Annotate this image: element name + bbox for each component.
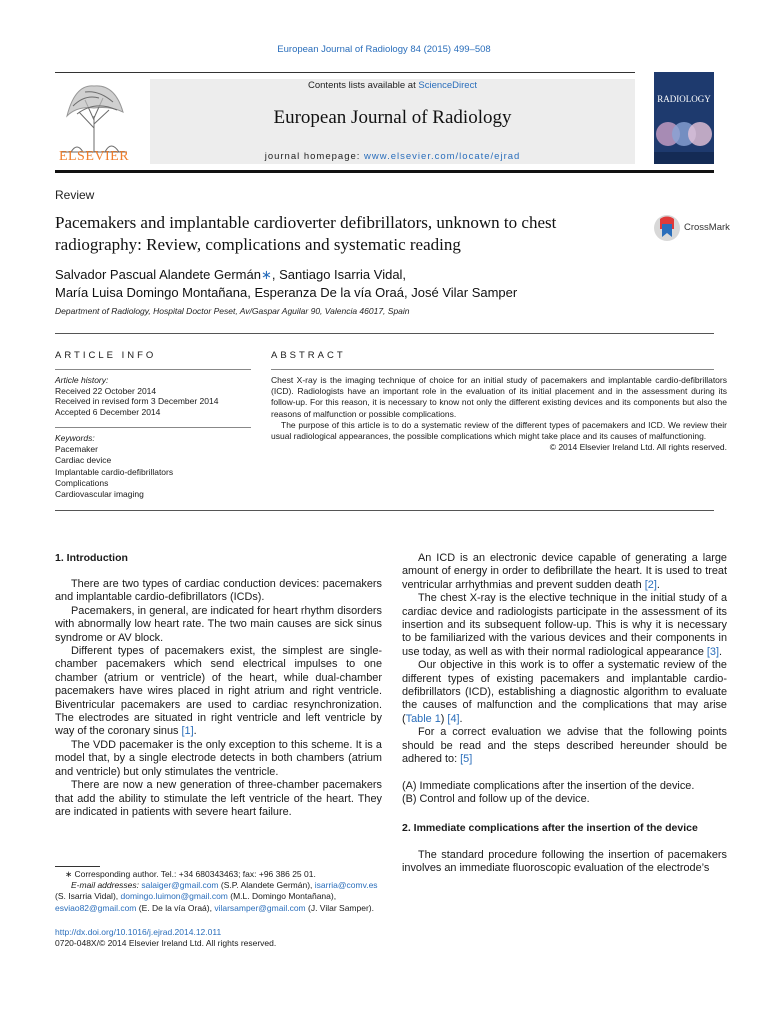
footnote-emails: E-mail addresses: salaiger@gmail.com (S.P. Alandete Germán), isarria@comv.es bbox=[71, 880, 378, 891]
right-paragraph-4: For a correct evaluation we advise that the following points should be read and the steps described hereunder should be adhered to: [5] bbox=[402, 726, 727, 766]
footnote-emails-3: esviao82@gmail.com (E. De la vía Oraá), vilarsamper@gmail.com (J. Vilar Samper). bbox=[55, 902, 374, 913]
header-rule-bottom bbox=[55, 170, 714, 173]
reference-link[interactable]: [2] bbox=[644, 578, 657, 591]
elsevier-logo bbox=[55, 76, 133, 166]
intro-paragraph-2: Pacemakers, in general, are indicated for heart rhythm disorders with abnormally low heart rate. The two main causes are sick sinus syndrome or AV block. bbox=[55, 604, 382, 644]
abstract-copyright: © 2014 Elsevier Ireland Ltd. All rights reserved. bbox=[549, 442, 727, 453]
keyword-item: Implantable cardio-defibrillators bbox=[55, 466, 174, 477]
doi-link[interactable]: http://dx.doi.org/10.1016/j.ejrad.2014.12.011 bbox=[55, 927, 222, 937]
crossmark-label: CrossMark bbox=[684, 222, 730, 233]
authors bbox=[55, 266, 517, 302]
intro-heading: 1. Introduction bbox=[55, 552, 128, 564]
keywords-label: Keywords: bbox=[55, 433, 95, 443]
abstract-paragraph-2: The purpose of this article is to do a systematic review of the different types of pacemakers and ICD. We review their usual radiological appearances, the possible complications which might take place and its causes of malfunctioning. bbox=[271, 419, 727, 442]
info-rule-1 bbox=[55, 369, 251, 370]
table-link[interactable]: Table 1 bbox=[405, 712, 441, 725]
journal-banner bbox=[150, 79, 635, 164]
sciencedirect-link[interactable]: ScienceDirect bbox=[418, 80, 477, 91]
list-item: (B) Control and follow up of the device. bbox=[402, 792, 590, 805]
email-link[interactable]: esviao82@gmail.com bbox=[55, 902, 137, 913]
spacer bbox=[402, 806, 727, 822]
elsevier-wordmark: ELSEVIER bbox=[58, 149, 130, 164]
article-info-heading: ARTICLE INFO bbox=[55, 350, 157, 361]
journal-citation[interactable]: European Journal of Radiology 84 (2015) 499–508 bbox=[277, 44, 491, 55]
right-paragraph-2: The chest X-ray is the elective technique in the initial study of a cardiac device and radiologists participate in the assessment of its insertion and its subsequent follow-up. This is why it is necessary to be familiarized with the various devices and their components in use today, as well as with their normal radiological appearance [3]. bbox=[402, 592, 727, 658]
keywords bbox=[55, 433, 255, 500]
reference-link[interactable]: [1] bbox=[181, 725, 194, 738]
keyword-item: Cardiac device bbox=[55, 455, 112, 466]
cover-title: RADIOLOGY bbox=[657, 94, 711, 104]
intro-paragraph-3: Different types of pacemakers exist, the simplest are single-chamber pacemakers which send electrical impulses to one chamber (atrium or ventricle) of the heart, while dual-chamber pacemakers have wires placed in right atrium and right ventricle. Biventricular pacemakers are used to cardiac resynchronization. The electrodes are situated in right ventricle and left ventricle by way of the coronary sinus [1]. bbox=[55, 645, 382, 738]
header-rule-top bbox=[55, 72, 635, 73]
spacer bbox=[402, 767, 727, 780]
intro-paragraph-5: There are now a new generation of three-chamber pacemakers that add the ability to stimulate the left ventricle of the heart. They are indicated in patients with severe heart failure. bbox=[55, 779, 382, 818]
section-2-heading: 2. Immediate complications after the insertion of the device bbox=[402, 822, 698, 835]
contents-line: Contents lists available at ScienceDirect bbox=[308, 80, 477, 91]
reference-link[interactable]: [4] bbox=[447, 712, 460, 725]
abstract-paragraph-1: Chest X-ray is the imaging technique of choice for an initial study of pacemakers and implantable cardio-defibrillators (ICD). Radiologists have an important role in the evaluation of its initial placement and in the assessment during its follow-up. For this reason, it is necessary to know not only the different existing devices and its components but also the reasons of malfunction or possible complications. bbox=[271, 375, 727, 419]
journal-title: European Journal of Radiology bbox=[273, 107, 512, 128]
reference-link[interactable]: [5] bbox=[460, 753, 473, 766]
email-link[interactable]: salaiger@gmail.com bbox=[141, 880, 219, 891]
list-item: (A) Immediate complications after the insertion of the device. bbox=[402, 779, 695, 792]
intro-paragraph-4: The VDD pacemaker is the only exception to this scheme. It is a model that, by a single electrode detects in both chambers (atrium and ventricle) but only stimulates the ventricle. bbox=[55, 738, 382, 778]
history-revised: Received in revised form 3 December 2014 bbox=[55, 396, 219, 406]
email-link[interactable]: isarria@comv.es bbox=[314, 880, 378, 891]
right-paragraph-3: Our objective in this work is to offer a systematic review of the different types of existing pacemakers and implantable cardio-defibrillators (ICD), establishing a diagnostic algorithm to evaluate the causes of malfunction and the complications that may arise (Table 1) [4]. bbox=[402, 659, 727, 725]
right-paragraph-1: An ICD is an electronic device capable of generating a large amount of energy in order to defibrillate the heart. It is used to treat ventricular arrhythmias and prevent sudden death [2]. bbox=[402, 552, 727, 591]
email-link[interactable]: vilarsamper@gmail.com bbox=[214, 902, 306, 913]
divider-2 bbox=[55, 510, 714, 511]
journal-homepage-link[interactable]: www.elsevier.com/locate/ejrad bbox=[364, 151, 521, 162]
right-paragraph-5: The standard procedure following the insertion of pacemakers involves an immediate fluoroscopic evaluation of the electrode’s bbox=[402, 848, 727, 875]
footnote-corresponding: ∗ Corresponding author. Tel.: +34 680343463; fax: +96 386 25 01. bbox=[65, 869, 316, 879]
affiliation: Department of Radiology, Hospital Doctor Peset, Av/Gaspar Aguilar 90, Valencia 46017, Spain bbox=[55, 306, 410, 316]
authors-line-1: Salvador Pascual Alandete Germán∗, Santiago Isarria Vidal, bbox=[55, 267, 407, 282]
spacer bbox=[402, 836, 727, 849]
article-title: Pacemakers and implantable cardioverter defibrillators, unknown to chest radiography: Review, complications and systematic reading bbox=[55, 213, 557, 254]
history-received: Received 22 October 2014 bbox=[55, 385, 157, 396]
reference-link[interactable]: [3] bbox=[706, 645, 720, 658]
crossmark-badge[interactable] bbox=[652, 213, 732, 243]
article-history bbox=[55, 375, 255, 417]
history-label: Article history: bbox=[55, 375, 109, 385]
intro-body bbox=[55, 578, 382, 819]
intro-paragraph-1: There are two types of cardiac conduction devices: pacemakers and implantable cardio-defibrillators (ICDs). bbox=[55, 578, 382, 604]
right-column bbox=[402, 552, 727, 876]
corresponding-author-mark[interactable]: ∗ bbox=[260, 267, 272, 282]
abstract-body bbox=[271, 375, 727, 453]
doi-block bbox=[55, 927, 276, 949]
email-link[interactable]: domingo.luimon@gmail.com bbox=[120, 891, 228, 902]
authors-line-2: María Luisa Domingo Montañana, Esperanza De la vía Oraá, José Vilar Samper bbox=[55, 285, 518, 300]
abstract-heading: ABSTRACT bbox=[271, 350, 346, 361]
history-accepted: Accepted 6 December 2014 bbox=[55, 406, 161, 417]
divider-1 bbox=[55, 333, 714, 334]
footnote-emails-2: (S. Isarria Vidal), domingo.luimon@gmail.com (M.L. Domingo Montañana), bbox=[55, 891, 337, 902]
info-rule-2 bbox=[55, 427, 251, 428]
footnote bbox=[55, 869, 385, 914]
elsevier-tree-icon bbox=[55, 76, 133, 154]
keyword-item: Complications bbox=[55, 477, 109, 488]
keyword-item: Pacemaker bbox=[55, 444, 98, 455]
keyword-item: Cardiovascular imaging bbox=[55, 489, 144, 500]
footnote-rule bbox=[55, 866, 100, 867]
crossmark-icon bbox=[652, 213, 682, 243]
journal-cover bbox=[654, 72, 714, 164]
issn-line: 0720-048X/© 2014 Elsevier Ireland Ltd. All rights reserved. bbox=[55, 938, 277, 949]
article-type: Review bbox=[55, 188, 95, 202]
cover-art-icon bbox=[654, 108, 714, 164]
abstract-rule bbox=[271, 369, 714, 370]
homepage-line: journal homepage: www.elsevier.com/locate/ejrad bbox=[264, 151, 521, 162]
